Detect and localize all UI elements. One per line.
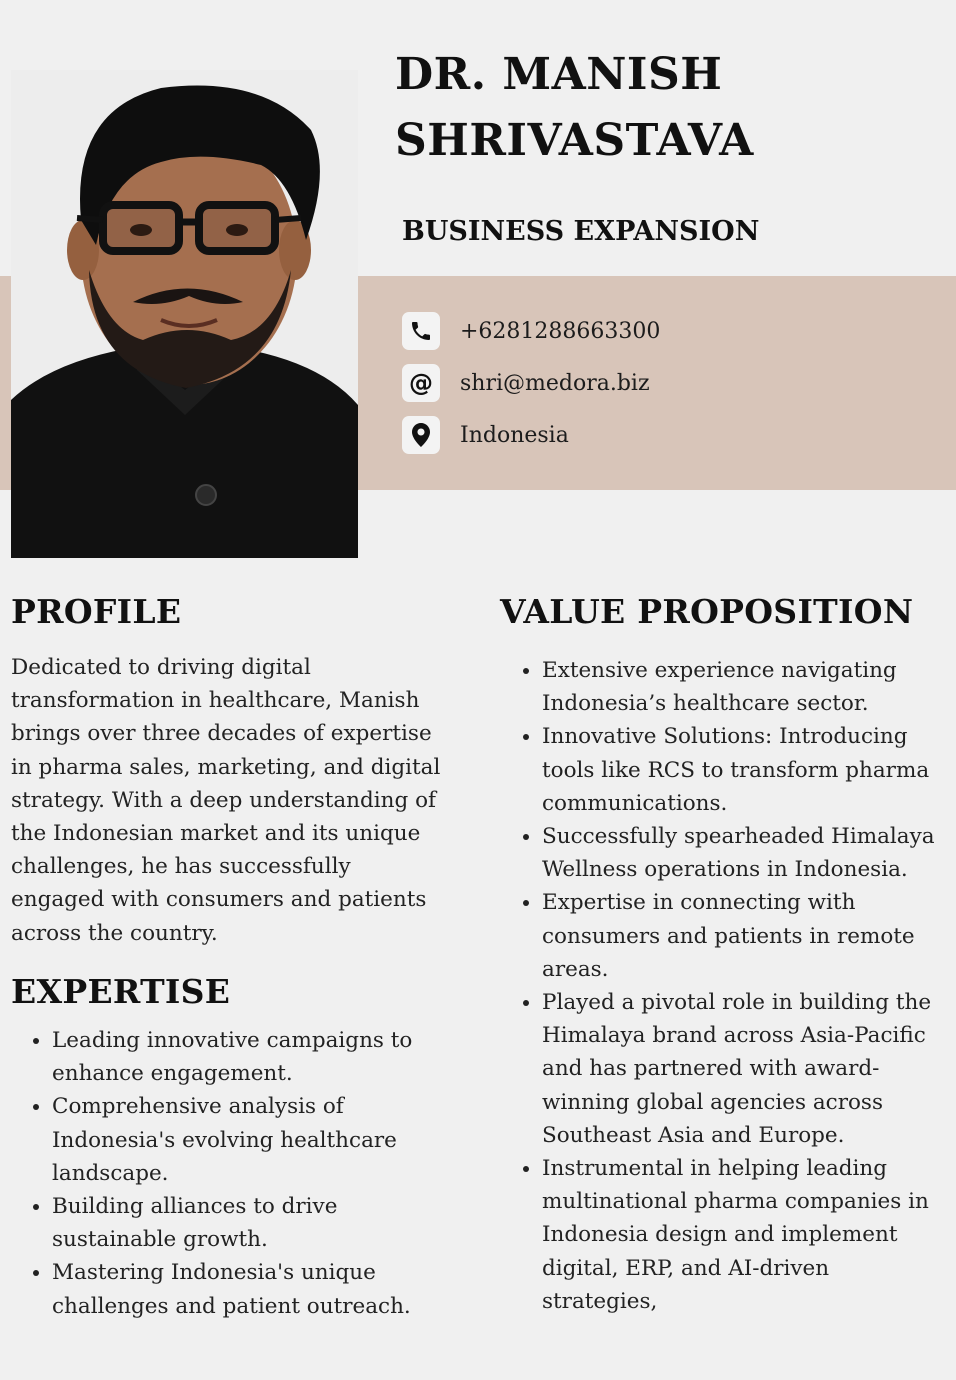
expertise-heading: EXPERTISE bbox=[11, 972, 231, 1011]
portrait-image bbox=[11, 70, 358, 558]
phone-text: +6281288663300 bbox=[460, 318, 661, 344]
name-line-1: DR. MANISH bbox=[395, 49, 723, 100]
list-item: • Comprehensive analysis of Indonesia's evolving healthcare landscape. bbox=[52, 1090, 437, 1190]
contact-email[interactable] bbox=[402, 363, 922, 403]
list-item: • Leading innovative campaigns to enhance engagement. bbox=[52, 1024, 437, 1090]
profile-heading: PROFILE bbox=[11, 592, 182, 631]
profile-photo bbox=[11, 70, 358, 558]
person-name bbox=[395, 42, 754, 174]
name-line-2: SHRIVASTAVA bbox=[395, 115, 754, 166]
list-item: • Mastering Indonesia's unique challenges and patient outreach. bbox=[52, 1256, 437, 1322]
at-icon: @ bbox=[402, 364, 440, 402]
expertise-list bbox=[22, 1024, 437, 1323]
contact-location bbox=[402, 415, 922, 455]
list-item: • Instrumental in helping leading multinational pharma companies in Indonesia design and implement digital, ERP, and AI-driven strategies, bbox=[542, 1152, 946, 1318]
list-item: • Successfully spearheaded Himalaya Wellness operations in Indonesia. bbox=[542, 820, 946, 886]
list-item: • Extensive experience navigating Indonesia’s healthcare sector. bbox=[542, 654, 946, 720]
list-item: • Played a pivotal role in building the Himalaya brand across Asia-Pacific and has partnered with award-winning global agencies across Southeast Asia and Europe. bbox=[542, 986, 946, 1152]
value-proposition-heading: VALUE PROPOSITION bbox=[500, 592, 914, 631]
value-proposition-list bbox=[512, 654, 946, 1318]
profile-text: Dedicated to driving digital transformation in healthcare, Manish brings over three decades of expertise in pharma sales, marketing, and digital strategy. With a deep understanding of the Indonesian market and its unique challenges, he has successfully engaged with consumers and patients across the country. bbox=[11, 655, 441, 946]
job-title: BUSINESS EXPANSION bbox=[402, 216, 760, 247]
phone-icon bbox=[402, 312, 440, 350]
list-item: • Building alliances to drive sustainable growth. bbox=[52, 1190, 437, 1256]
contact-phone[interactable] bbox=[402, 311, 922, 351]
location-text: Indonesia bbox=[460, 422, 569, 448]
list-item: • Expertise in connecting with consumers and patients in remote areas. bbox=[542, 886, 946, 986]
location-pin-icon bbox=[402, 416, 440, 454]
list-item: • Innovative Solutions: Introducing tools like RCS to transform pharma communications. bbox=[542, 720, 946, 820]
email-text: shri@medora.biz bbox=[460, 370, 650, 396]
